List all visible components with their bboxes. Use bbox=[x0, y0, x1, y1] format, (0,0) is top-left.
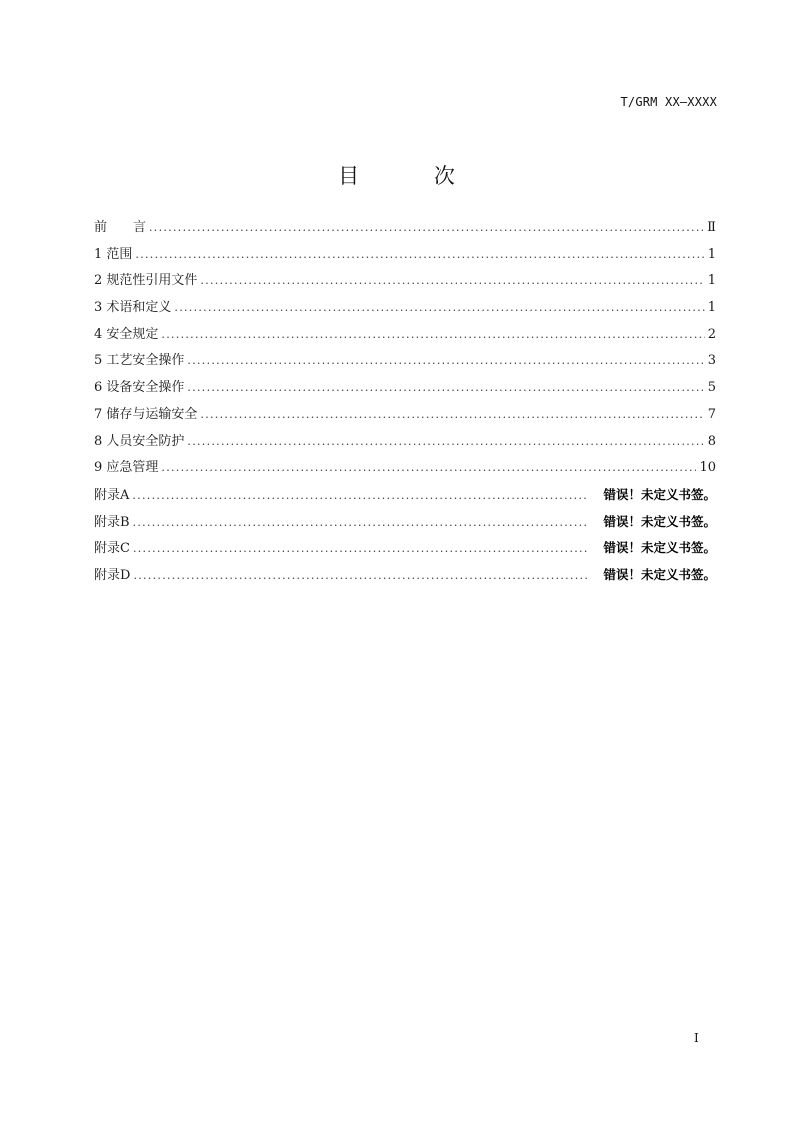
toc-title: 目 次 bbox=[338, 164, 489, 188]
toc-entry-page: 2 bbox=[707, 326, 716, 342]
toc-leader-dots bbox=[187, 433, 704, 451]
toc-entry-emergency-management[interactable] bbox=[94, 459, 716, 486]
toc-entry-page: 1 bbox=[707, 273, 716, 289]
toc-leader-dots bbox=[133, 567, 589, 585]
toc-entry-process-safety[interactable] bbox=[94, 352, 716, 379]
toc-leader-dots bbox=[133, 514, 590, 532]
toc-entry-label: 附录C bbox=[94, 541, 130, 557]
toc-entry-page: Ⅱ bbox=[707, 220, 716, 235]
toc-entry-label: 附录B bbox=[94, 514, 130, 530]
toc-entry-safety-rules[interactable] bbox=[94, 326, 716, 353]
toc-leader-dots bbox=[135, 246, 704, 264]
toc-entry-scope[interactable] bbox=[94, 246, 716, 273]
toc-entry-label: 5 工艺安全操作 bbox=[94, 353, 185, 369]
toc-entry-page: 1 bbox=[707, 300, 716, 316]
toc-entry-foreword[interactable] bbox=[94, 219, 716, 246]
toc-entry-label: 1 范围 bbox=[94, 246, 133, 262]
toc-leader-dots bbox=[174, 299, 704, 317]
toc-leader-dots bbox=[187, 379, 704, 397]
toc-entry-appendix-c[interactable] bbox=[94, 539, 716, 566]
toc-leader-dots bbox=[200, 406, 704, 424]
toc-entry-page: 5 bbox=[707, 380, 716, 396]
page-number: I bbox=[694, 1031, 699, 1045]
toc-entry-label: 8 人员安全防护 bbox=[94, 433, 185, 449]
toc-leader-dots bbox=[149, 219, 704, 237]
toc-entry-page-error: 错误！未定义书签。 bbox=[603, 486, 716, 502]
toc-entry-appendix-d[interactable] bbox=[94, 566, 716, 593]
toc-leader-dots bbox=[133, 540, 590, 558]
toc-entry-page: 1 bbox=[707, 246, 716, 262]
document-code: T/GRM XX—XXXX bbox=[620, 95, 717, 109]
toc-entry-page: 8 bbox=[707, 433, 716, 449]
toc-entry-label: 前 言 bbox=[94, 220, 147, 235]
toc-leader-dots bbox=[187, 352, 704, 370]
toc-entry-appendix-a[interactable] bbox=[94, 486, 716, 513]
toc-entry-page: 7 bbox=[707, 406, 716, 422]
toc-entry-storage-transport[interactable] bbox=[94, 406, 716, 433]
toc-entry-label: 3 术语和定义 bbox=[94, 300, 172, 316]
toc-entry-label: 9 应急管理 bbox=[94, 460, 159, 476]
toc-leader-dots bbox=[161, 326, 704, 344]
toc-entry-label: 7 储存与运输安全 bbox=[94, 406, 198, 422]
toc-entry-label: 附录D bbox=[94, 567, 131, 583]
table-of-contents bbox=[94, 219, 716, 593]
toc-entry-normative-references[interactable] bbox=[94, 272, 716, 299]
toc-entry-equipment-safety[interactable] bbox=[94, 379, 716, 406]
toc-entry-page-error: 错误！未定义书签。 bbox=[603, 566, 716, 582]
toc-entry-page: 3 bbox=[707, 353, 716, 369]
toc-entry-page: 10 bbox=[699, 460, 716, 476]
toc-leader-dots bbox=[200, 272, 704, 290]
toc-entry-terms-definitions[interactable] bbox=[94, 299, 716, 326]
toc-entry-label: 6 设备安全操作 bbox=[94, 380, 185, 396]
toc-entry-label: 附录A bbox=[94, 487, 130, 503]
toc-leader-dots bbox=[161, 459, 696, 477]
toc-leader-dots bbox=[132, 487, 589, 505]
toc-entry-page-error: 错误！未定义书签。 bbox=[603, 513, 716, 529]
toc-entry-page-error: 错误！未定义书签。 bbox=[603, 540, 716, 556]
toc-entry-label: 2 规范性引用文件 bbox=[94, 273, 198, 289]
toc-entry-appendix-b[interactable] bbox=[94, 513, 716, 540]
toc-entry-personnel-protection[interactable] bbox=[94, 433, 716, 460]
toc-entry-label: 4 安全规定 bbox=[94, 326, 159, 342]
